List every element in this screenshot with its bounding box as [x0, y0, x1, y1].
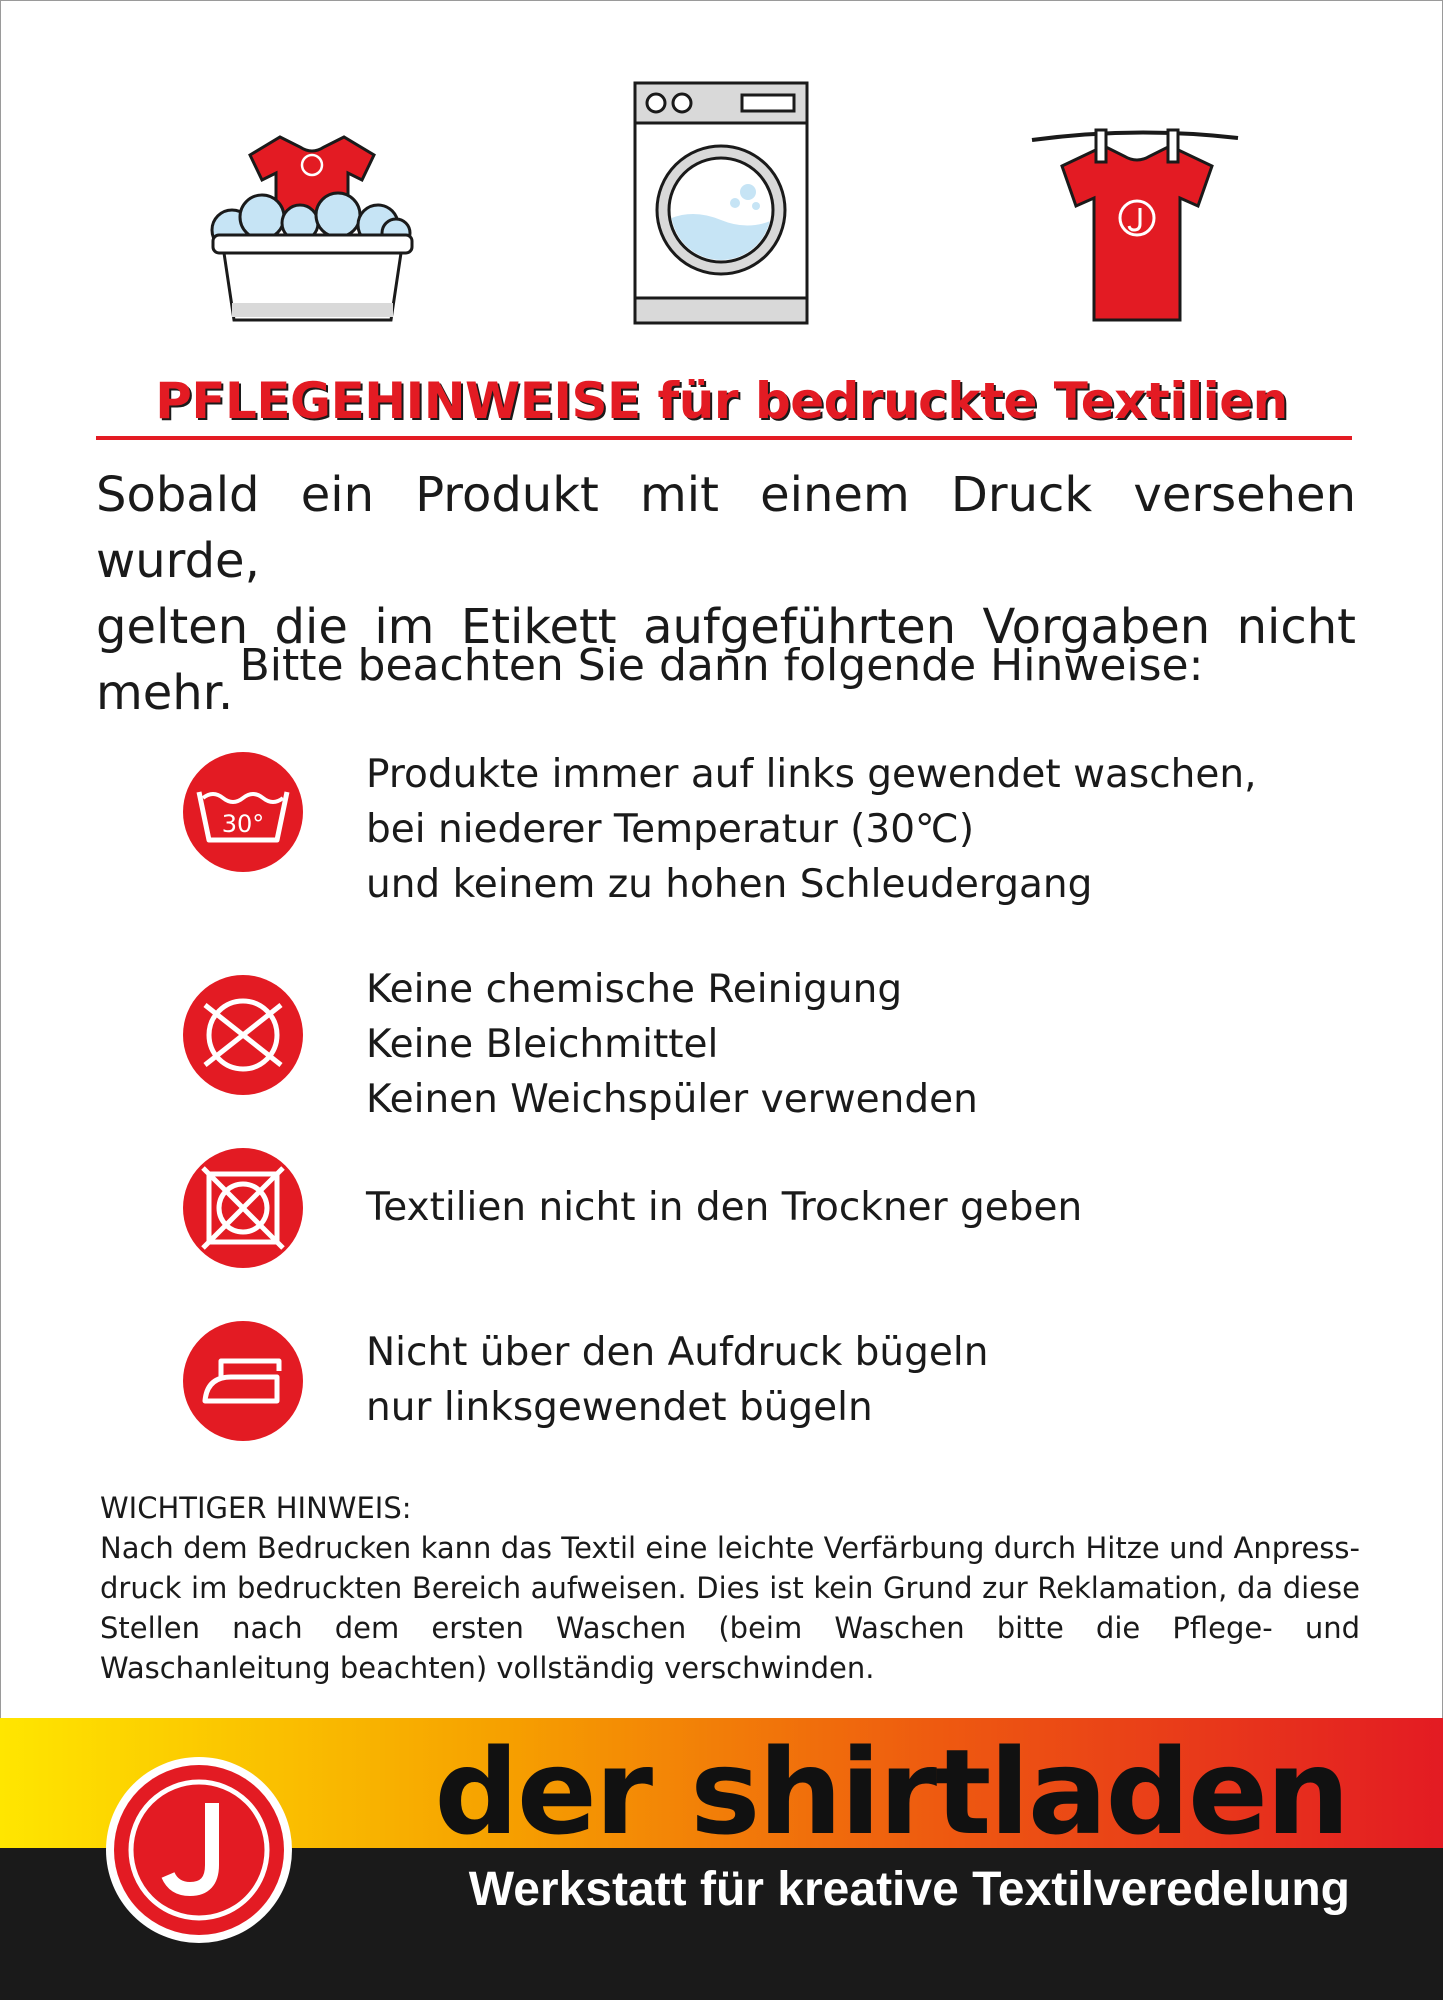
j-logo-icon: [104, 1755, 294, 1945]
page-title: PFLEGEHINWEISE für bedruckte Textilien: [155, 372, 1288, 430]
wash-30-icon: [183, 752, 303, 872]
title-underline: [96, 436, 1352, 440]
important-notice: [100, 1488, 1360, 1688]
care-line: nur linksgewendet bügeln: [366, 1385, 873, 1430]
iron-icon: [183, 1321, 303, 1441]
shirt-on-line-icon: [1030, 128, 1240, 328]
no-dry-clean-icon: [183, 975, 303, 1095]
care-line: bei niederer Temperatur (30℃): [366, 807, 975, 852]
care-line: Produkte immer auf links gewendet waschen,: [366, 752, 1257, 797]
care-item-wash: [366, 747, 1366, 912]
care-item-chemicals: [366, 962, 1366, 1127]
washing-tub-shirt-icon: [210, 125, 415, 325]
temperature-label: 30°: [221, 810, 265, 838]
care-line: Nicht über den Aufdruck bügeln: [366, 1330, 989, 1375]
intro-line: gelten die im Etikett aufgeführten Vorgaben nicht mehr.: [96, 599, 1356, 721]
washing-machine-icon: [632, 80, 810, 326]
intro-line: Sobald ein Produkt mit einem Druck versehen wurde,: [96, 467, 1356, 589]
brand-name: der shirtladen: [434, 1723, 1348, 1861]
care-item-ironing: [366, 1325, 1366, 1435]
subtitle: Bitte beachten Sie dann folgende Hinweise:: [239, 640, 1204, 691]
care-item-dryer: [366, 1180, 1366, 1235]
notice-body: Nach dem Bedrucken kann das Textil eine leichte Verfärbung durch Hitze und Anpress- druck im bedruckten Bereich aufweisen. Dies ist kein Grund zur Reklamation, da diese Stellen nach dem ersten Waschen (beim Waschen bitte die Pflege- und Waschanleitung beachten) vollständig verschwinden.: [100, 1531, 1360, 1685]
care-line: Keine chemische Reinigung: [366, 967, 903, 1012]
no-tumble-dry-icon: [183, 1148, 303, 1268]
care-line: und keinem zu hohen Schleudergang: [366, 862, 1093, 907]
notice-heading: WICHTIGER HINWEIS:: [100, 1491, 412, 1525]
care-line: Keine Bleichmittel: [366, 1022, 719, 1067]
brand-tagline: Werkstatt für kreative Textilveredelung: [468, 1863, 1350, 1916]
care-line: Textilien nicht in den Trockner geben: [366, 1185, 1083, 1230]
care-line: Keinen Weichspüler verwenden: [366, 1077, 978, 1122]
